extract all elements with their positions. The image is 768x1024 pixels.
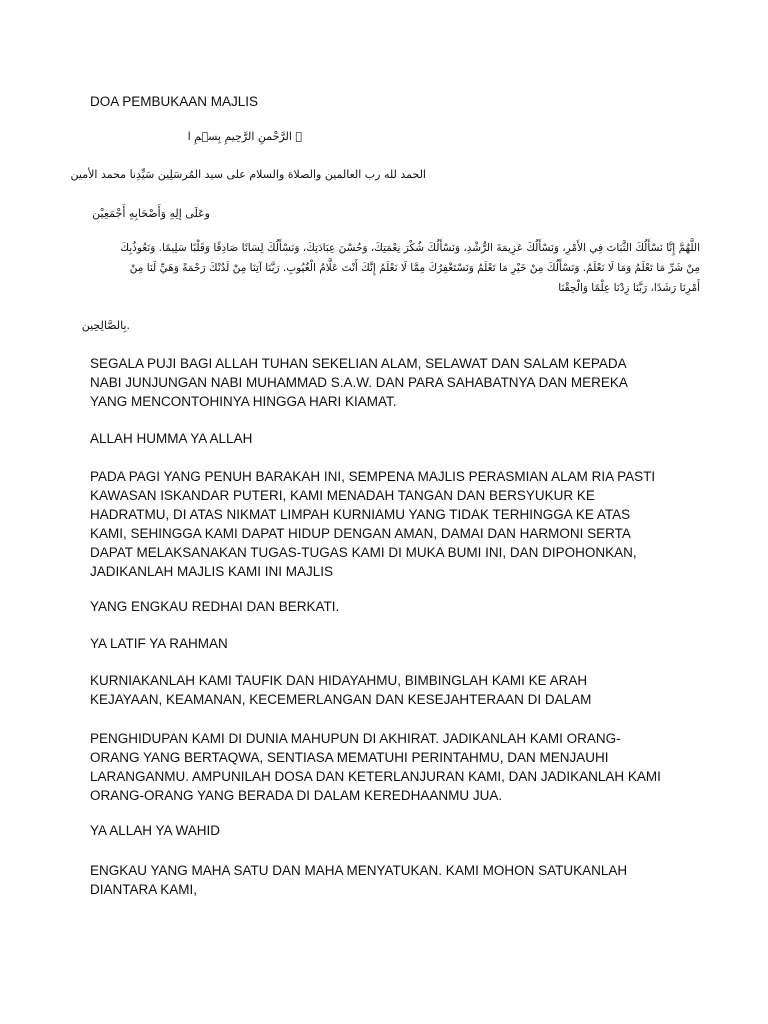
- paragraph-line: SEGALA PUJI BAGI ALLAH TUHAN SEKELIAN ALAM, SELAWAT DAN SALAM KEPADA: [90, 356, 627, 371]
- paragraph-line: HADRATMU, DI ATAS NIKMAT LIMPAH KURNIAMU YANG TIDAK TERHINGGA KE ATAS: [90, 507, 631, 522]
- paragraph-opening: [90, 354, 680, 411]
- arabic-bismillah: ﷲ الرَّحْمنِ الرَّحِيمِ بِسۡمِ ا: [187, 130, 302, 143]
- heading-ya-latif: YA LATIF YA RAHMAN: [90, 636, 228, 651]
- heading-ya-wahid: YA ALLAH YA WAHID: [90, 823, 221, 838]
- paragraph-line: ORANG YANG BERTAQWA, SENTIASA MEMATUHI PERINTAHMU, DAN MENJAUHI: [90, 750, 609, 765]
- paragraph-line: YANG MENCONTOHINYA HINGGA HARI KIAMAT.: [90, 394, 397, 409]
- paragraph-line: KEJAYAAN, KEAMANAN, KECEMERLANGAN DAN KESEJAHTERAAN DI DALAM: [90, 692, 592, 707]
- paragraph-line: NABI JUNJUNGAN NABI MUHAMMAD S.A.W. DAN PARA SAHABATNYA DAN MEREKA: [90, 375, 628, 390]
- arabic-dua: [80, 238, 700, 298]
- arabic-wa-ala: وعَلَى إلِهِ وَأَصْحَابِهِ أَجْمَعِيْن: [92, 207, 210, 220]
- arabic-dua-line-3: أَمْرِنَا رَشَدًا، رَبَّنَا زِدْنَا عِلْمًا وَالْحِقْنَا: [558, 282, 700, 294]
- paragraph-line: ENGKAU YANG MAHA SATU DAN MAHA MENYATUKAN. KAMI MOHON SATUKANLAH: [90, 863, 628, 878]
- paragraph-pagi: [90, 467, 680, 581]
- paragraph-line: JADIKANLAH MAJLIS KAMI INI MAJLIS: [90, 564, 334, 579]
- paragraph-line: KURNIAKANLAH KAMI TAUFIK DAN HIDAYAHMU, BIMBINGLAH KAMI KE ARAH: [90, 673, 588, 688]
- paragraph-kurniakanlah: [90, 671, 680, 709]
- document-title: DOA PEMBUKAAN MAJLIS: [90, 94, 259, 109]
- paragraph-line: PENGHIDUPAN KAMI DI DUNIA MAHUPUN DI AKHIRAT. JADIKANLAH KAMI ORANG-: [90, 731, 621, 746]
- paragraph-line: KAMI, SEHINGGA KAMI DAPAT HIDUP DENGAN AMAN, DAMAI DAN HARMONI SERTA: [90, 526, 631, 541]
- paragraph-line: PADA PAGI YANG PENUH BARAKAH INI, SEMPENA MAJLIS PERASMIAN ALAM RIA PASTI: [90, 469, 656, 484]
- paragraph-line: KAWASAN ISKANDAR PUTERI, KAMI MENADAH TANGAN DAN BERSYUKUR KE: [90, 488, 595, 503]
- paragraph-line: DAPAT MELAKSANAKAN TUGAS-TUGAS KAMI DI MUKA BUMI INI, DAN DIPOHONKAN,: [90, 545, 637, 560]
- paragraph-line: DIANTARA KAMI,: [90, 882, 198, 897]
- arabic-salihin: .بِالصَّالِحِين: [81, 319, 130, 332]
- paragraph-line: ORANG-ORANG YANG BERADA DI DALAM KEREDHAANMU JUA.: [90, 788, 503, 803]
- paragraph-redhai: YANG ENGKAU REDHAI DAN BERKATI.: [90, 599, 340, 614]
- heading-allah-humma: ALLAH HUMMA YA ALLAH: [90, 431, 253, 446]
- arabic-dua-line-1: اللَّهُمَّ إِنَّا نَسْأَلُكَ الثَّبَاتَ فِي الأَمْرِ، وَنَسْأَلُكَ عَزِيمَةَ الرُّشْدِ، وَنَسْأَلُكَ شُكْرَ نِعْمَتِكَ، وَحُسْنَ عِبَادَتِكَ، وَنَسْأَلُكَ لِسَانًا صَادِقًا وَقَلْبًا سَلِيمًا. وَنَعُوذُبِكَ: [120, 242, 700, 254]
- arabic-hamdalah: الحمد لله رب العالمين والصلاة والسلام على سيد المُرسَلِين سَيِّدِنا محمد الأمين: [70, 168, 426, 181]
- paragraph-penghidupan: [90, 729, 680, 805]
- paragraph-maha-satu: [90, 861, 680, 899]
- arabic-dua-line-2: مِنْ شَرِّ مَا تَعْلَمُ وَمَا لَا نَعْلَمُ. وَنَسْأَلُكَ مِنْ خَيْرِ مَا تَعْلَمُ وَنَسْتَغْفِرُكَ مِمَّا لَا نَعْلَمُ إِنَّكَ أَنْتَ عَلَّامُ الْغُيُوبِ. رَبَّنَا آتِنَا مِنْ لَدُنْكَ رَحْمَةً وَهَيِّ لَنَا مِنْ: [129, 262, 700, 274]
- paragraph-line: LARANGANMU. AMPUNILAH DOSA DAN KETERLANJURAN KAMI, DAN JADIKANLAH KAMI: [90, 769, 661, 784]
